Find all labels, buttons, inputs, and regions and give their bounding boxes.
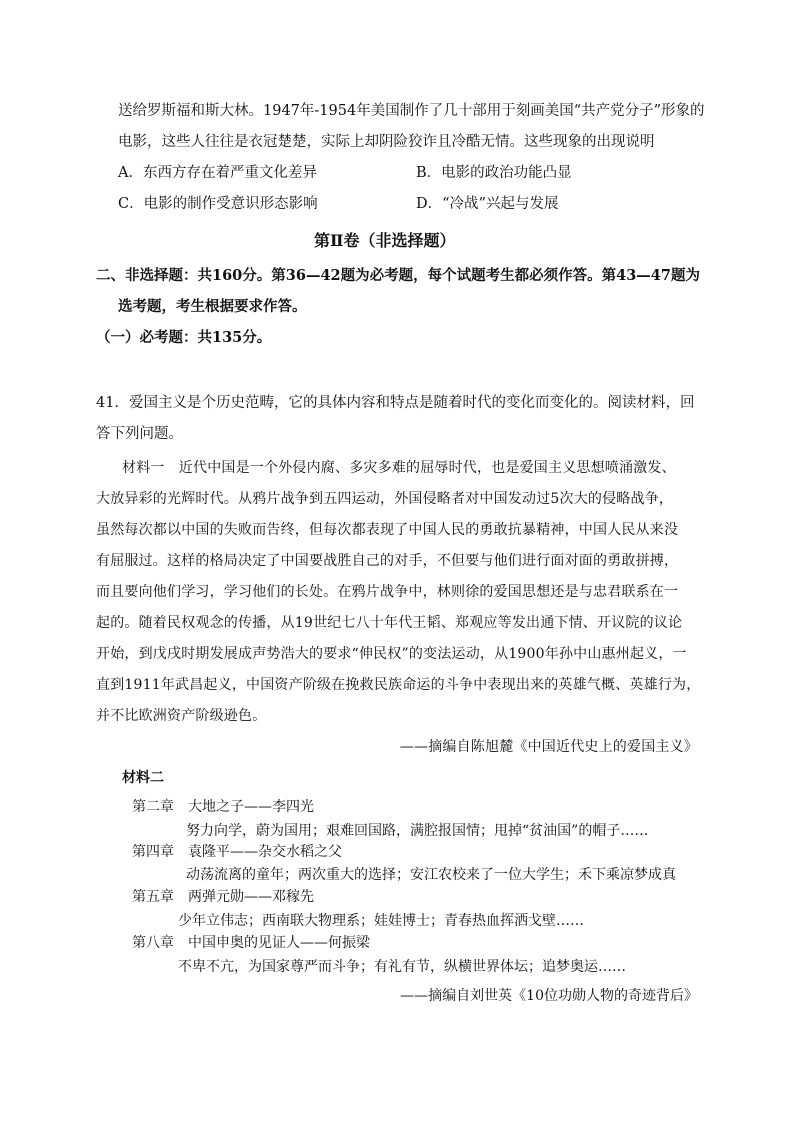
material2-source: ——摘编自刘世英《10位功勋人物的奇迹背后》 [400, 988, 698, 1004]
material1-line-6: 起的。随着民权观念的传播，从19世纪七八十年代王韬、郑观应等发出通下情、开议院的议论 [96, 615, 683, 631]
material1-line-9: 并不比欧洲资产阶级逊色。 [96, 708, 267, 724]
option-c: C．电影的制作受意识形态影响 [118, 196, 318, 212]
material1-line-5: 而且要向他们学习，学习他们的长处。在鸦片战争中，林则徐的爱国思想还是与忠君联系在一 [96, 584, 679, 600]
material1-line-8: 直到1911年武昌起义，中国资产阶级在挽救民族命运的斗争中表现出来的英雄气概、英雄行为， [96, 677, 701, 693]
chapter-2-title: 第二章 大地之子——李四光 [132, 799, 314, 815]
required-section-heading: （一）必考题：共135分。 [96, 329, 272, 346]
chapter-5-title: 第五章 两弹元勋——邓稼先 [132, 889, 314, 905]
chapter-4-title: 第四章 袁隆平——杂交水稻之父 [132, 844, 342, 860]
material1-source: ——摘编自陈旭麓《中国近代史上的爱国主义》 [399, 739, 698, 755]
material1-line-3: 虽然每次都以中国的失败而告终，但每次都表现了中国人民的勇敢抗暴精神，中国人民从来没 [96, 522, 679, 538]
material1-line-1: 材料一 近代中国是一个外侵内腐、多灾多难的屈辱时代，也是爱国主义思想喷涌激发、 [122, 460, 676, 476]
chapter-8-desc: 不卑不亢，为国家尊严而斗争；有礼有节，纵横世界体坛；追梦奥运…… [178, 959, 626, 975]
option-b: B．电影的政治功能凸显 [416, 165, 572, 181]
chapter-5-desc: 少年立伟志；西南联大物理系；娃娃博士；青春热血挥洒戈壁…… [178, 913, 584, 929]
chapter-2-desc: 努力向学，蔚为国用；艰难回国路，满腔报国情；甩掉“贫油国”的帽子…… [186, 823, 649, 839]
material1-line-4: 有屈服过。这样的格局决定了中国要战胜自己的对手，不但要与他们进行面对面的勇敢拼搏， [96, 553, 679, 569]
intro-line-1: 送给罗斯福和斯大林。1947年-1954年美国制作了几十部用于刻画美国“共产党分子”形象的 [118, 103, 705, 119]
option-a: A．东西方存在着严重文化差异 [118, 165, 317, 181]
chapter-4-desc: 动荡流离的童年；两次重大的选择；安江农校来了一位大学生；禾下乘凉梦成真 [186, 867, 676, 883]
intro-line-2: 电影，这些人往往是衣冠楚楚，实际上却阴险狡诈且冷酷无情。这些现象的出现说明 [118, 134, 655, 150]
option-d: D．“冷战”兴起与发展 [416, 196, 559, 212]
material2-label: 材料二 [122, 770, 164, 786]
part2-instructions-2: 选考题，考生根据要求作答。 [118, 298, 307, 315]
material1-line-7: 开始，到戊戌时期发展成声势浩大的要求“伸民权”的变法运动，从1900年孙中山惠州起义，一 [96, 646, 687, 662]
part2-title: 第Ⅱ卷（非选择题） [314, 231, 456, 250]
material1-line-2: 大放异彩的光辉时代。从鸦片战争到五四运动，外国侵略者对中国发动过5次大的侵略战争， [96, 491, 674, 507]
question-41-stem-1: 41．爱国主义是个历史范畴，它的具体内容和特点是随着时代的变化而变化的。阅读材料，回 [96, 395, 695, 411]
part2-instructions-1: 二、非选择题：共160分。第36—42题为必考题，每个试题考生都必须作答。第43—47题为 [96, 267, 700, 284]
chapter-8-title: 第八章 中国申奥的见证人——何振梁 [132, 935, 370, 951]
question-41-stem-2: 答下列问题。 [96, 426, 183, 442]
